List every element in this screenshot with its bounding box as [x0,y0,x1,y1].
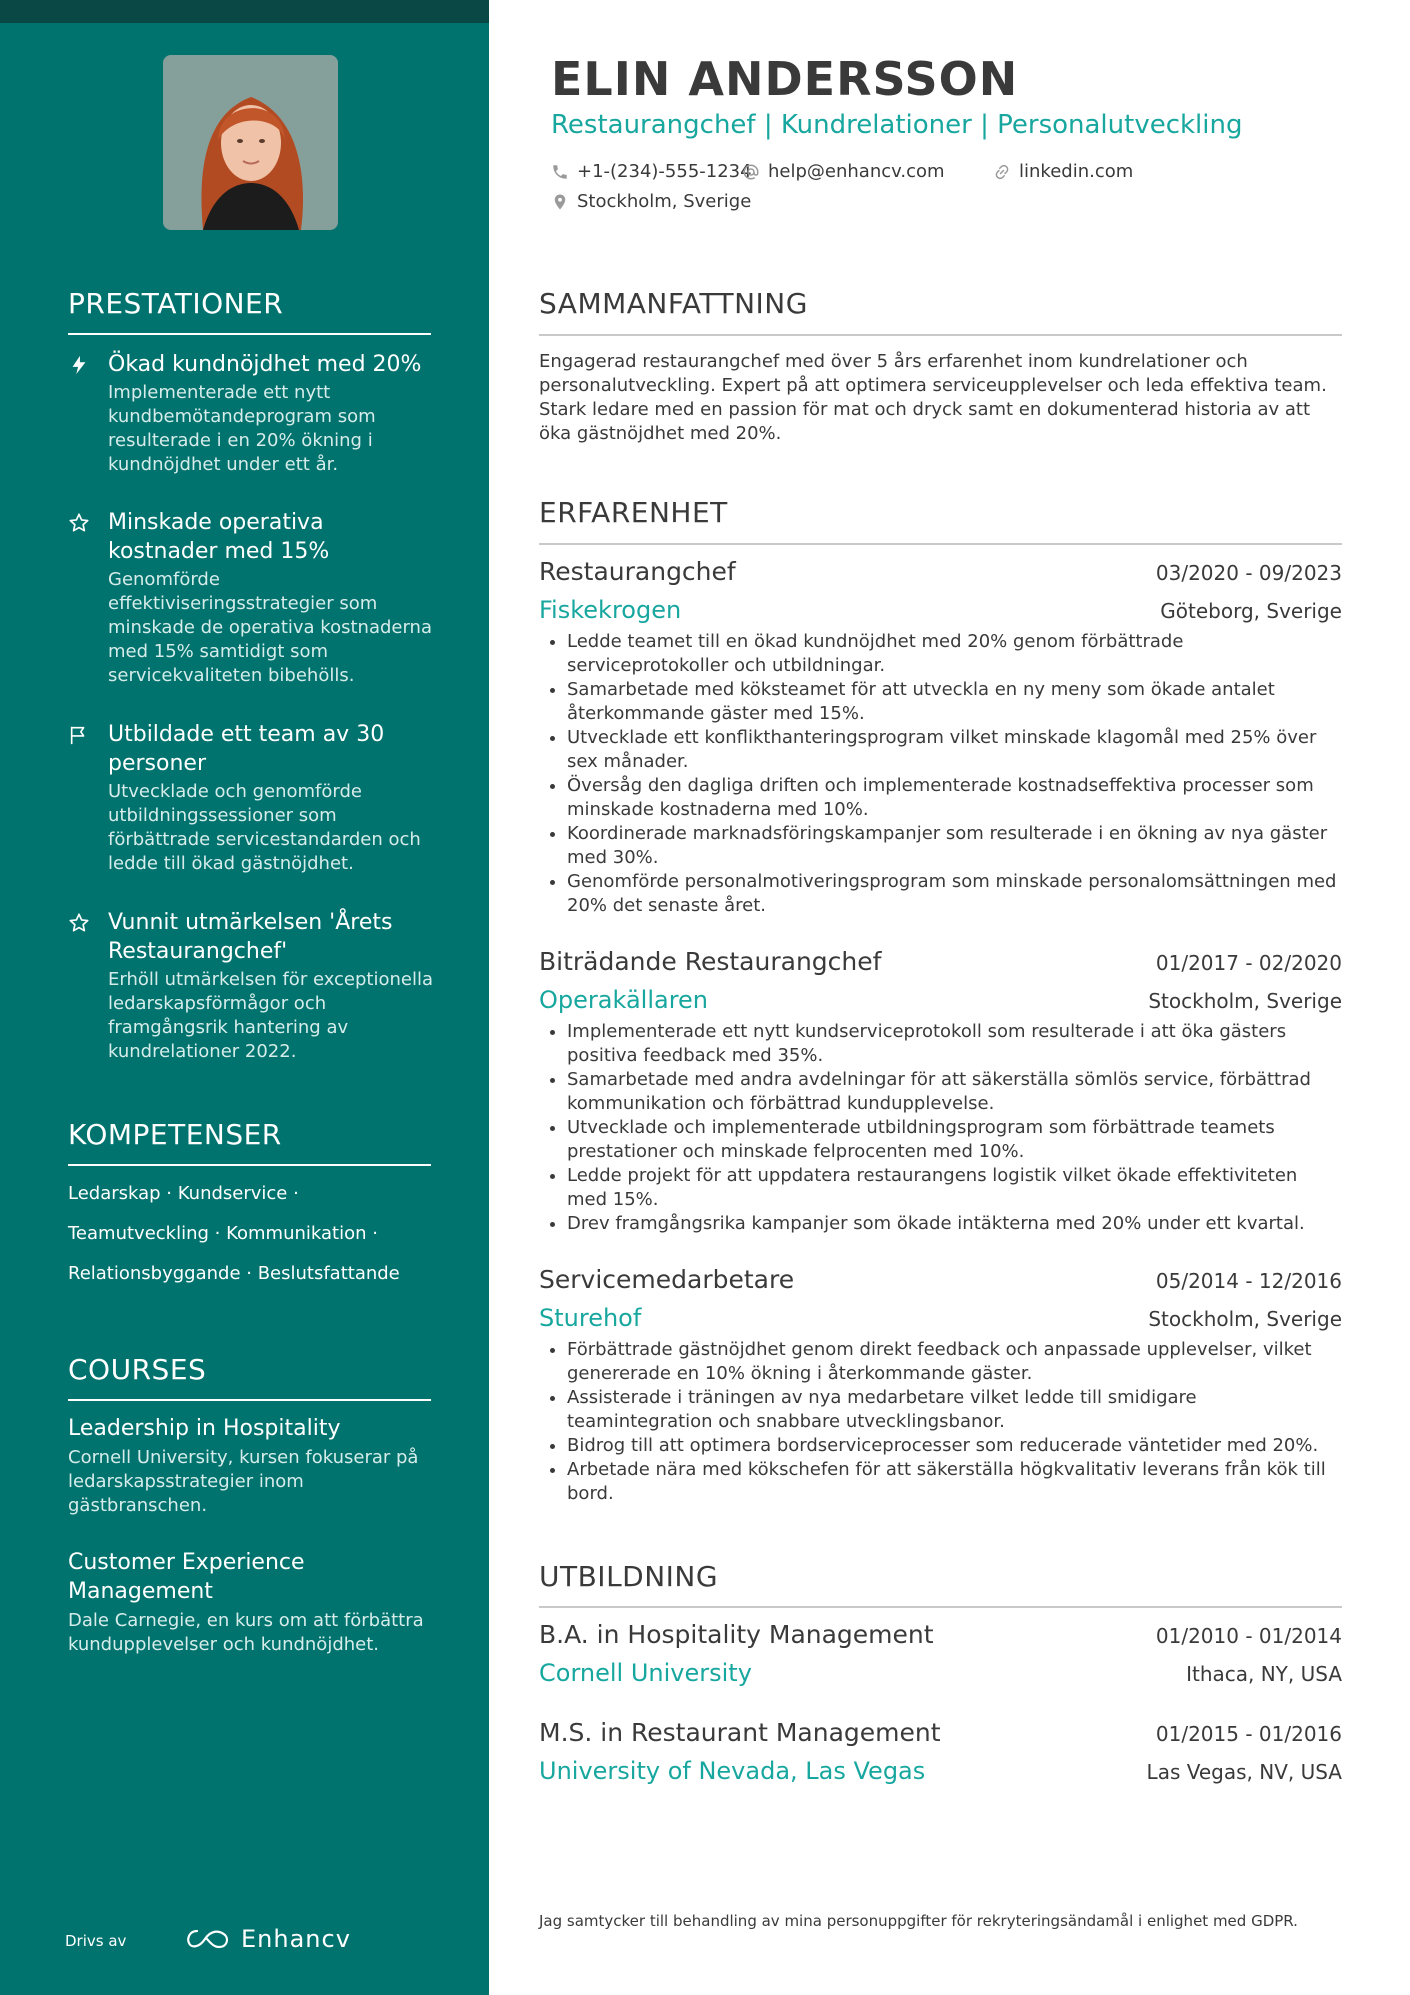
course-desc: Cornell University, kursen fokuserar på ledarskapsstrategier inom gästbranschen. [68,1447,419,1516]
brand-logo[interactable] [185,1925,351,1953]
profile-photo [163,55,338,230]
job-bullet: • Genomförde personalmotiveringsprogram som minskade personalomsättningen med 20% det senaste året. [567,870,1342,918]
job-company: Fiskekrogen [539,596,682,624]
job-role: Servicemedarbetare [539,1265,795,1294]
email-text: help@enhancv.com [768,161,945,182]
job-bullet: • Assisterade i träningen av nya medarbetare vilket ledde till smidigare teamintegration och snabbare utvecklingsbanor. [567,1386,1342,1434]
edu-location: Ithaca, NY, USA [1186,1662,1342,1686]
course-title: Customer Experience Management [68,1550,305,1604]
job-bullets [539,1338,1342,1506]
courses-rule [68,1399,431,1401]
job-bullet: • Utvecklade och implementerade utbildningsprogram som förbättrade teamets prestationer och minskade felprocenten med 10%. [567,1116,1342,1164]
job-company: Operakällaren [539,986,709,1014]
job-bullet: • Implementerade ett nytt kundserviceprotokoll som resulterade i att öka gästers positiva feedback med 35%. [567,1020,1342,1068]
achievements-heading: PRESTATIONER [68,287,284,320]
phone-icon [551,163,569,181]
education-item [539,1620,1342,1687]
summary-text: Engagerad restaurangchef med över 5 års erfarenhet inom kundrelationer och personalutveckling. Expert på att optimera serviceupplevelser och leda effektiva team. Stark ledare med en passion för mat och dryck samt en dokumenterad historia av att öka gästnöjdhet med 20%. [539,351,1327,444]
contact-phone [551,161,752,182]
experience-rule [539,543,1342,545]
brand-name: Enhancv [241,1925,351,1953]
candidate-name: ELIN ANDERSSON [551,52,1019,106]
job-bullet: • Samarbetade med köksteamet för att utveckla en ny meny som ökade antalet återkommande gäster med 15%. [567,678,1342,726]
edu-school: Cornell University [539,1659,752,1687]
skills-rule [68,1164,431,1166]
job-bullet: • Koordinerade marknadsföringskampanjer som resulterade i en ökning av nya gäster med 30%. [567,822,1342,870]
job-location: Göteborg, Sverige [1160,599,1342,623]
job-bullet: • Bidrog till att optimera bordserviceprocesser som reducerade väntetider med 20%. [567,1434,1342,1458]
contact-linkedin[interactable] [993,161,1133,182]
course-item [68,1548,438,1657]
edu-dates: 01/2015 - 01/2016 [1155,1722,1342,1746]
achievement-desc: Genomförde effektiviseringsstrategier som minskade de operativa kostnaderna med 15% samtidigt som servicekvaliteten bibehölls. [108,569,432,686]
courses-heading: COURSES [68,1353,207,1386]
job-bullet: • Ledde teamet till en ökad kundnöjdhet med 20% genom förbättrade serviceprotokoller och utbildningar. [567,630,1342,678]
link-icon [993,163,1011,181]
summary-rule [539,334,1342,336]
edu-school: University of Nevada, Las Vegas [539,1757,926,1785]
achievement-item [68,508,438,688]
achievements-rule [68,333,431,335]
skills-line: Ledarskap · Kundservice · [68,1183,299,1204]
job-dates: 03/2020 - 09/2023 [1155,561,1342,585]
linkedin-text: linkedin.com [1019,161,1134,182]
achievement-desc: Implementerade ett nytt kundbemötandeprogram som resulterade i en 20% ökning i kundnöjdhet under ett år. [108,382,376,475]
job-bullet: • Arbetade nära med kökschefen för att säkerställa högkvalitativ leverans från kök till bord. [567,1458,1342,1506]
edu-degree: B.A. in Hospitality Management [539,1620,934,1649]
experience-item [539,1265,1342,1506]
edu-degree: M.S. in Restaurant Management [539,1718,941,1747]
job-bullet: • Ledde projekt för att uppdatera restaurangens logistik vilket ökade effektiviteten med 15%. [567,1164,1342,1212]
skills-heading: KOMPETENSER [68,1118,282,1151]
experience-heading: ERFARENHET [539,496,728,529]
skills-line: Relationsbyggande · Beslutsfattande [68,1263,400,1284]
achievement-item [68,908,438,1064]
job-bullet: • Utvecklade ett konflikthanteringsprogram vilket minskade klagomål med 25% över sex månader. [567,726,1342,774]
education-heading: UTBILDNING [539,1560,719,1593]
achievement-desc: Erhöll utmärkelsen för exceptionella ledarskapsförmågor och framgångsrik hantering av kundrelationer 2022. [108,969,434,1062]
achievement-title: Vunnit utmärkelsen 'Årets Restaurangchef' [108,910,393,964]
education-item [539,1718,1342,1785]
job-bullet: • Samarbetade med andra avdelningar för att säkerställa sömlös service, förbättrad kommunikation och förbättrad kundupplevelse. [567,1068,1342,1116]
skills-line: Teamutveckling · Kommunikation · [68,1223,378,1244]
job-location: Stockholm, Sverige [1148,1307,1342,1331]
powered-by-label: Drivs av [65,1932,127,1950]
location-pin-icon [551,193,569,211]
sidebar [0,0,489,1995]
achievement-item [68,720,438,876]
job-bullet: • Drev framgångsrika kampanjer som ökade intäkterna med 20% under ett kvartal. [567,1212,1342,1236]
edu-location: Las Vegas, NV, USA [1146,1760,1342,1784]
sidebar-top-band [0,0,489,23]
star-icon [68,512,90,534]
job-bullets [539,1020,1342,1236]
edu-dates: 01/2010 - 01/2014 [1155,1624,1342,1648]
location-text: Stockholm, Sverige [577,191,752,212]
achievement-title: Utbildade ett team av 30 personer [108,722,385,776]
job-role: Biträdande Restaurangchef [539,947,882,976]
achievement-item [68,350,438,477]
course-desc: Dale Carnegie, en kurs om att förbättra kundupplevelser och kundnöjdhet. [68,1610,424,1655]
job-company: Sturehof [539,1304,642,1332]
experience-item [539,557,1342,918]
bolt-icon [68,354,90,376]
at-icon [742,163,760,181]
phone-text: +1-(234)-555-1234 [577,161,752,182]
flag-icon [68,724,90,746]
job-bullets [539,630,1342,918]
job-bullet: • Översåg den dagliga driften och implementerade kostnadseffektiva processer som minskade kostnaderna med 10%. [567,774,1342,822]
contact-email[interactable] [742,161,945,182]
main-content [489,0,1410,1995]
experience-item [539,947,1342,1236]
achievement-title: Ökad kundnöjdhet med 20% [108,352,422,377]
job-role: Restaurangchef [539,557,736,586]
candidate-tagline: Restaurangchef | Kundrelationer | Personalutveckling [551,110,1243,140]
education-rule [539,1606,1342,1608]
enhancv-logo-icon [185,1927,231,1951]
course-item [68,1414,438,1518]
job-location: Stockholm, Sverige [1148,989,1342,1013]
gdpr-consent: Jag samtycker till behandling av mina personuppgifter för rekryteringsändamål i enlighet med GDPR. [539,1912,1298,1930]
job-dates: 01/2017 - 02/2020 [1155,951,1342,975]
achievement-title: Minskade operativa kostnader med 15% [108,510,330,564]
job-dates: 05/2014 - 12/2016 [1155,1269,1342,1293]
course-title: Leadership in Hospitality [68,1416,341,1441]
summary-heading: SAMMANFATTNING [539,287,808,320]
contact-location [551,191,751,212]
achievement-desc: Utvecklade och genomförde utbildningssessioner som förbättrade servicestandarden och ledde till ökad gästnöjdhet. [108,781,421,874]
star-icon [68,912,90,934]
job-bullet: • Förbättrade gästnöjdhet genom direkt feedback och anpassade upplevelser, vilket genererade en 10% ökning i återkommande gäster. [567,1338,1342,1386]
